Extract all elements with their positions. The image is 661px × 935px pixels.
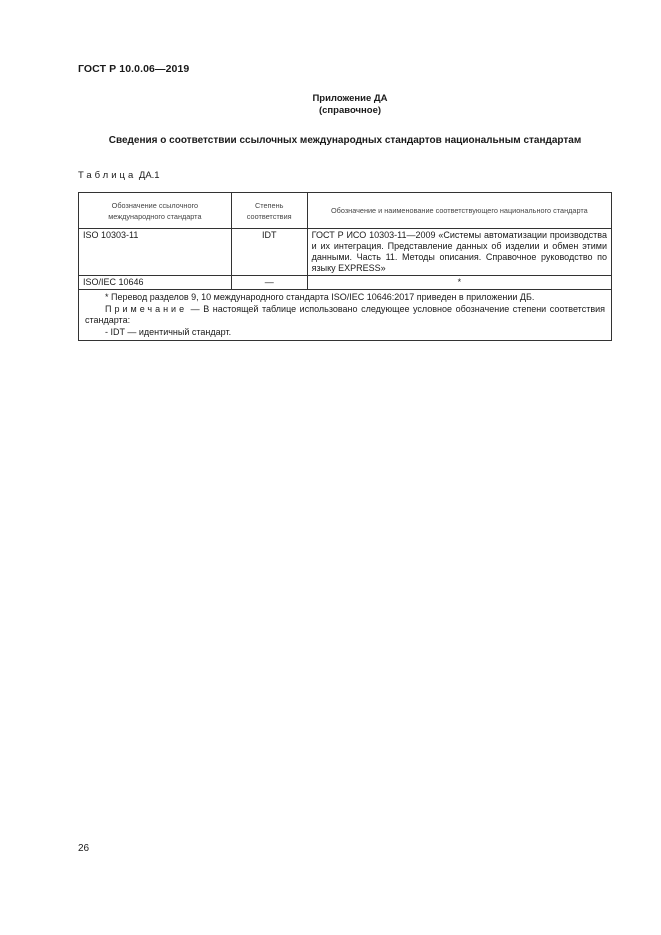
- table-row: [79, 229, 612, 276]
- note-item: - IDT — идентичный стандарт.: [105, 326, 232, 337]
- correspondence-table: [78, 192, 612, 341]
- footnote: * Перевод разделов 9, 10 международного стандарта ISO/IEC 10646:2017 приведен в приложении ДБ.: [105, 292, 535, 302]
- document-code: ГОСТ Р 10.0.06—2019: [78, 63, 190, 75]
- note-label: Примечание: [105, 303, 188, 314]
- table-notes-row: [79, 290, 612, 341]
- cell-degree: —: [231, 276, 307, 290]
- table-header-row: [79, 193, 612, 229]
- cell-ref: ISO 10303-11: [79, 229, 232, 276]
- section-title: Сведения о соответствии ссылочных международных стандартов национальным стандартам: [108, 135, 582, 146]
- cell-national: ГОСТ Р ИСО 10303-11—2009 «Системы автоматизации производства и их интеграция. Представление данных об изделии и обмен этими данными. Часть 11. Методы описания. Справочное руководство по языку EXPRESS»: [307, 229, 611, 276]
- appendix-subtitle: (справочное): [318, 104, 382, 116]
- header-degree: Степень соответствия: [231, 193, 307, 229]
- header-ref-standard: Обозначение ссылочного международного стандарта: [79, 193, 232, 229]
- table-notes: [79, 290, 612, 341]
- table-caption: [78, 170, 160, 181]
- cell-national: *: [307, 276, 611, 290]
- appendix-heading: [0, 93, 661, 116]
- appendix-title: Приложение ДА: [312, 93, 388, 104]
- cell-degree: IDT: [231, 229, 307, 276]
- note-text: — В настоящей таблице использовано следующее условное обозначение степени соответствия стандарта:: [85, 303, 605, 325]
- page-number: 26: [78, 843, 90, 854]
- table-caption-word: Таблица: [78, 170, 137, 181]
- table-row: [79, 276, 612, 290]
- header-national-standard: Обозначение и наименование соответствующего национального стандарта: [307, 193, 611, 229]
- table-caption-number: ДА.1: [138, 170, 160, 181]
- cell-ref: ISO/IEC 10646: [79, 276, 232, 290]
- note: [85, 304, 605, 327]
